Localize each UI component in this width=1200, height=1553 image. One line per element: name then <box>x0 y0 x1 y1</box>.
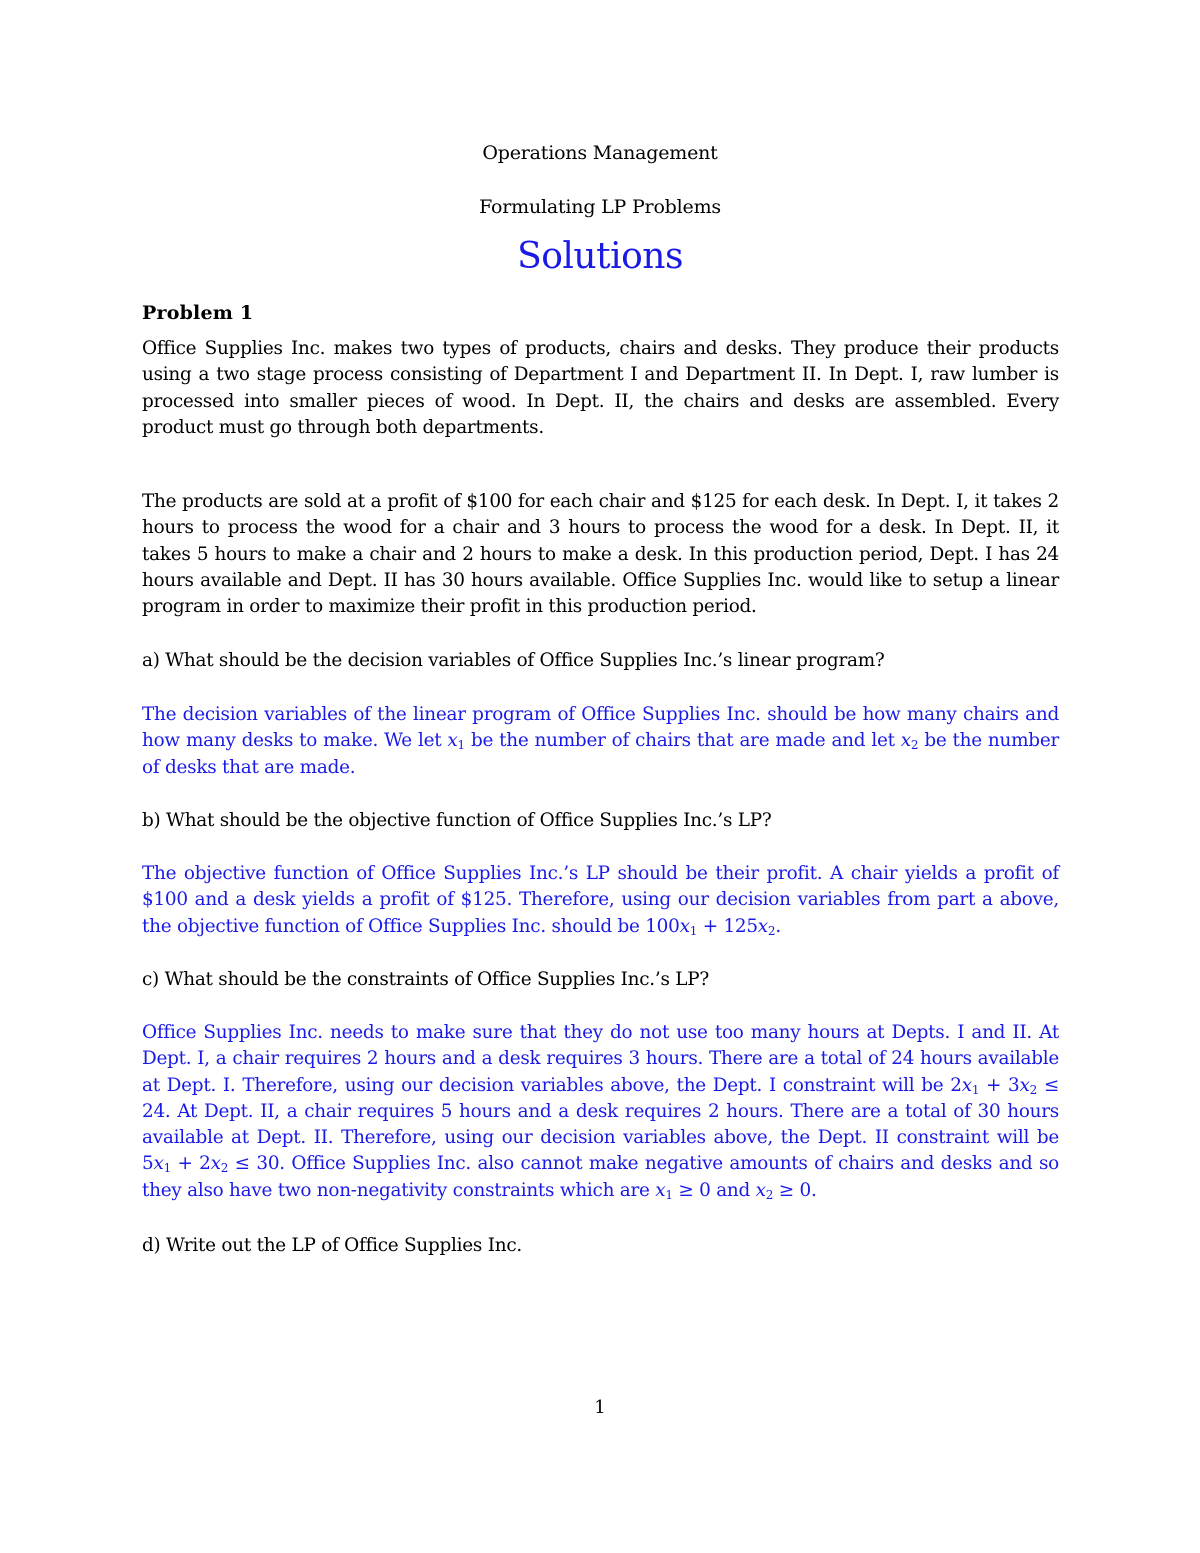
problem-intro-paragraph-1: Office Supplies Inc. makes two types of products, chairs and desks. They produce their products using a two stage process consisting of Department I and Department II. In Dept. I, raw lumber is processed into smaller pieces of wood. In Dept. II, the chairs and desks are assembled. Every product must go through both departments. <box>142 338 1059 438</box>
question-a: a) What should be the decision variables of Office Supplies Inc.’s linear program? <box>142 650 885 671</box>
problem-heading: Problem 1 <box>142 302 254 324</box>
answer-a: The decision variables of the linear program of Office Supplies Inc. should be how many chairs and how many desks to make. We let $x_1$ be the number of chairs that are made and let $x_2$ be the number of desks that are made. <box>142 704 1060 778</box>
problem-intro-paragraph-2: The products are sold at a profit of $100 for each chair and $125 for each desk. In Dept. I, it takes 2 hours to process the wood for a chair and 3 hours to process the wood for a desk. In Dept. II, it takes 5 hours to make a chair and 2 hours to make a desk. In this production period, Dept. I has 24 hours available and Dept. II has 30 hours available. Office Supplies Inc. would like to setup a linear program in order to maximize their profit in this production period. <box>142 491 1059 618</box>
solutions-heading: Solutions <box>517 236 683 277</box>
question-d: d) Write out the LP of Office Supplies Inc. <box>142 1235 522 1256</box>
course-title: Operations Management <box>482 142 718 164</box>
variable-x2: x <box>900 730 911 752</box>
question-b: b) What should be the objective function of Office Supplies Inc.’s LP? <box>142 810 772 831</box>
answer-b: The objective function of Office Supplies Inc.’s LP should be their profit. A chair yields a profit of $100 and a desk yields a profit of $125. Therefore, using our decision variables from part a above, the objective function of Office Supplies Inc. should be $100x_1 + 125x_2$. <box>142 863 1059 938</box>
document-title: Formulating LP Problems <box>479 196 721 218</box>
variable-x1: x <box>447 730 458 752</box>
page-number: 1 <box>594 1397 606 1418</box>
answer-c: Office Supplies Inc. needs to make sure that they do not use too many hours at Depts. I and II. At Dept. I, a chair requires 2 hours and a desk requires 3 hours. There are a total of 24 hours available at Dept. I. Therefore, using our decision variables above, the Dept. I constraint will be $2x_1 + 3x_2 \le 24$. At Dept. II, a chair requires 5 hours and a desk requires 2 hours. There are a total of 30 hours available at Dept. II. Therefore, using our decision variables above, the Dept. II constraint will be $5x_1 + 2x_2 \le 30$. Office Supplies Inc. also cannot make negative amounts of chairs and desks and so they also have two non-negativity constraints which are $x_1 \ge 0$ and $x_2 \ge 0$. <box>142 1022 1059 1202</box>
question-c: c) What should be the constraints of Office Supplies Inc.’s LP? <box>142 969 709 990</box>
